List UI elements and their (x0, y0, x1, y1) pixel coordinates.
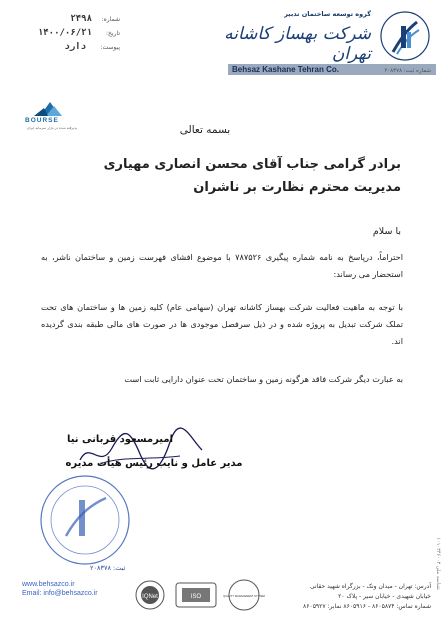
qms-badge-icon (223, 580, 265, 610)
recipient-department: مدیریت محترم نظارت بر ناشران (193, 180, 401, 195)
attachment-label: پیوست: (100, 44, 120, 51)
company-stamp-icon (30, 470, 140, 570)
paragraph-2: با توجه به ماهیت فعالیت شرکت بهساز کاشانه تهران (سهامی عام) کلیه زمین ها و ساختمان های تحت تملک شرکت تبدیل به پروژه شده و در ذیل سرفصل موجودی ها در صورت های مالی طبقه بندی گردیده اند. (41, 302, 403, 346)
address-line-1: آدرس: تهران - میدان ونک - بزرگراه شهید حقانی (309, 583, 431, 590)
company-name-fa: شرکت بهساز کاشانه تهران (224, 24, 371, 64)
stamp-registration: ثبت: ۲۰۸۳۷۸ (90, 564, 126, 572)
attachment-value: دارد (64, 42, 86, 52)
email-link[interactable]: Email: info@behsazco.ir (22, 590, 98, 597)
bourse-name: BOURSE (25, 117, 59, 124)
phone-line: شماره تماس: ۸۶۰۵۸۷۴ - ۸۶۰۵۹۱۶ نمابر: ۸۶۰۵۹۲۷ (303, 603, 431, 610)
date-label: تاریخ: (106, 30, 120, 37)
company-logo-icon (371, 8, 431, 66)
badge-iso-label: ISO (190, 594, 202, 600)
iqnet-badge-icon (136, 581, 164, 609)
certification-badges (132, 577, 282, 613)
letter-meta (37, 14, 120, 56)
paragraph-1: احتراماً، درپاسخ به نامه شماره پیگیری ۷۸۷۵۲۶ با موضوع افشای فهرست زمین و ساختمان ناشر، به استحضار می رساند: (41, 252, 403, 279)
iso-badge-icon (176, 583, 216, 607)
registration-number: شماره ثبت: ۲۰۸۳۷۸ (384, 68, 431, 74)
number-value: ۲۴۹۸ (70, 14, 92, 24)
meta-attachment-row (40, 42, 120, 56)
number-label: شماره: (101, 16, 120, 23)
footer-address (261, 582, 431, 612)
signer-name: امیرمسعود قربانی نیا (66, 434, 174, 445)
company-name-en: Behsaz Kashane Tehran Co. (232, 65, 339, 74)
bourse-caption: پذیرفته شده در بازار سرمایه ایران (26, 126, 78, 130)
side-note (431, 440, 441, 590)
website-link[interactable]: www.behsazco.ir (22, 581, 75, 588)
side-note-text: شناسه ملی ۱۰۱۰۳۴۶۰۰۳ (435, 537, 441, 590)
bismillah: بسمه تعالی (179, 124, 231, 136)
group-name: گروه توسعه ساختمان تدبیر (284, 10, 371, 18)
address-line-2: خیابان شهیدی - خیابان سیر - پلاک ۲۰ (338, 593, 431, 600)
meta-number-row (40, 14, 120, 28)
signer-title: مدیر عامل و نایب رئیس هیأت مدیره (65, 458, 243, 469)
meta-date-row (37, 28, 120, 42)
paragraph-3: به عبارت دیگر شرکت فاقد هرگونه زمین و ساختمان تحت عنوان دارایی ثابت است (124, 374, 403, 384)
company-brand (221, 10, 371, 64)
badge-qms-label: QUALITY MANAGEMENT SYSTEM (223, 595, 265, 598)
badge-iqnet-label: IQNet (142, 594, 158, 600)
date-value: ۱۴۰۰/۰۶/۲۱ (37, 28, 92, 38)
recipient: برادر گرامی جناب آقای محسن انصاری مهیاری (103, 157, 401, 172)
footer-contact (22, 580, 98, 598)
greeting: با سلام (372, 226, 401, 237)
